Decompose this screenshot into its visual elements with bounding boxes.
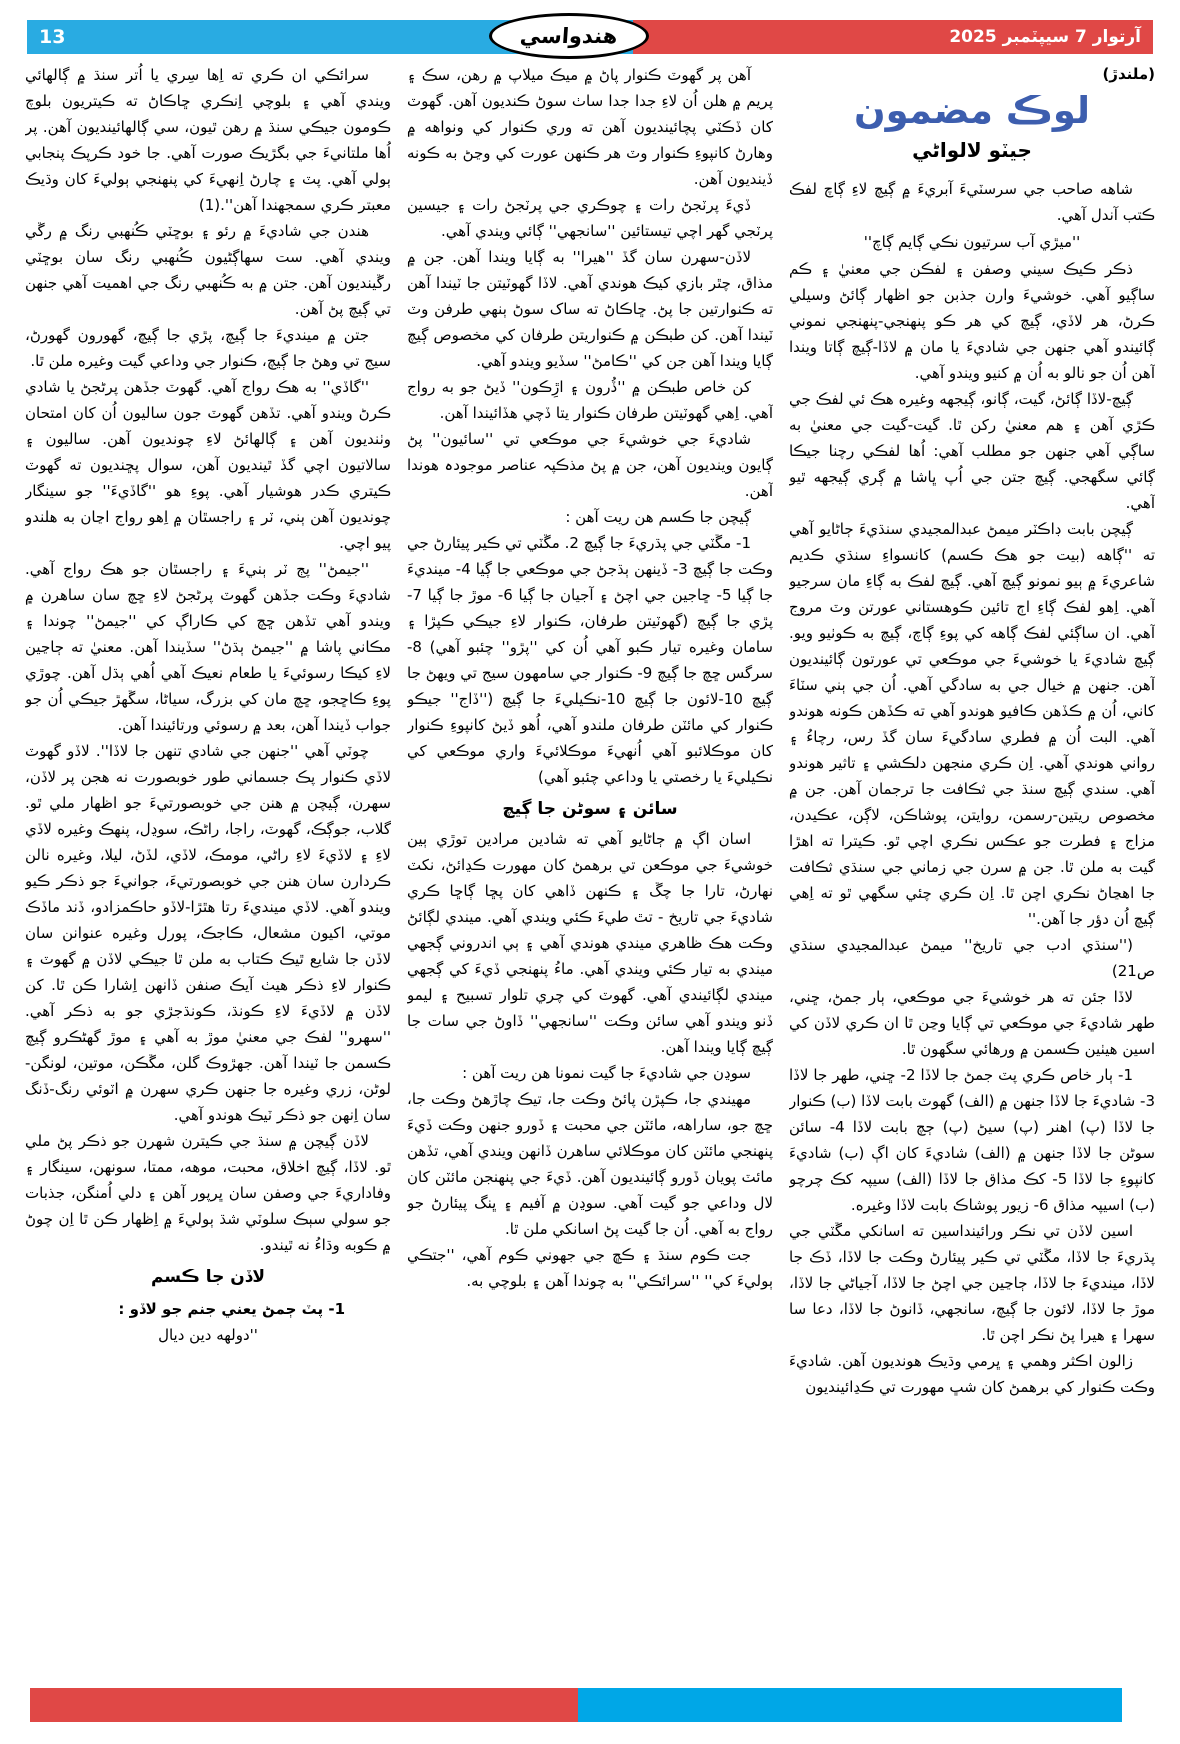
paragraph: جت ڪوم سنڌ ۽ ڪڇ جي جهوني ڪوم آهي، ''جتڪي ٻوليءَ کي'' ''سرائڪي'' به چوندا آهن ۽ بلوچي به. xyxy=(407,1246,773,1290)
paragraph: لاڏا جئن ته هر خوشيءَ جي موڪعي، ٻار جمڻ، ڇني، طهر شاديءَ جي موڪعي تي ڳايا وڃن ٿا ان ڪري لاڏن کي اسين هيٺين ڪسمن ۾ ورهائي سگهون ٿا. xyxy=(789,988,1155,1058)
bold-line: 1- پٽ ڄمڻ يعني جنم جو لاڏو : xyxy=(118,1300,345,1318)
footer-bar-blue-segment xyxy=(578,1688,1122,1722)
paragraph: زالون اڪثر وهمي ۽ ڀرمي وڌيڪ هونديون آهن. شاديءَ وڪت ڪنوار کي برهمڻ کان شڀ مهورت تي ڪڍائينديون xyxy=(789,1352,1155,1396)
footer-bar-red-segment xyxy=(30,1688,578,1722)
masthead-title: هندواسي xyxy=(519,24,619,48)
continued-marker: (ملندڙ) xyxy=(1102,65,1155,83)
column-left xyxy=(25,62,391,1680)
paragraph: لاڏن-سهرن سان گڏ ''هيرا'' به ڳايا ويندا آهن. جن ۾ مذاق، چٿر بازي کيڪ هوندي آهي. لاڏا گهوٽيتن جا ٽيندا آهن ته ڪنوارتين جا پڻ. ڇاڪاڻ ته ساک سوڻ ٻنهي طرفن وٽ ٽيندا آهن. کن طبڪن ۾ ڪنواريتن طرفان کي مخصوص ڳيچ ڳايا ويندا آهن جن کي ''ڪامڻ'' سڏيو ويندو آهي. xyxy=(407,248,773,370)
column-right-body xyxy=(789,176,1155,1400)
subheading: سائن ۽ سوڻن جا ڳيچ xyxy=(502,799,678,819)
paragraph: هندن جي شاديءَ ۾ رئو ۽ بوڇٽي ڪُنهبي رنگ ۾ رڱي ويندي آهي. ست سهاڳڻيون ڪُنهبي رنگ سان بوڇٽي رڱينديون آهن. جتن ۾ به ڪُنهبي رنگ جي اهميت آهي جنهن تي ڳيچ پڻ آهن. xyxy=(25,222,391,318)
paragraph: سوڍن جي شاديءَ جا گيت نمونا هن ريت آهن : xyxy=(462,1064,751,1082)
center-quote: ''ميڙي آب سرتيون نڪي ڳايم ڳاچ'' xyxy=(863,233,1081,251)
page-number: 13 xyxy=(39,26,66,48)
paragraph: 1- مڱٽي جي پڌريءَ جا ڳيچ 2. مڱٽي تي ڪير پيئارڻ جي وڪت جا ڳيچ 3- ڏينهن ٻڌجڻ جي موڪعي جا ڳيا 4- مينديءَ جا ڳيا 5- ڇاجين جي اچڻ ۽ آجيان جا ڳيا 6- موڙ جا ڳيا 7- پڙي جا ڳيچ (گهوٽيتن طرفان، ڪنوار لاءِ جيڪي ڪپڙا ۽ سامان وغيره تيار ڪبو آهي اُن کي ''پڙو'' چئبو آهي) 8- سرگس ڇچ جا ڳيچ 9- ڪنوار جي سامهون سيج تي ويهڻ جا ڳيچ 10-لائون جا ڳيچ 10-نڪيليءَ جا ڳيچ (''ڏاج'' جيڪو ڪنوار کي مائٽن طرفان ملندو آهي، اُهو ڏيڻ کانپوءِ ڪنوار کان موڪلائبو آهي اُنهيءَ موڪلائيءَ واري موڪعي کي نڪيليءَ يا رخصتي يا وداعي چئبو آهي) xyxy=(407,534,773,786)
paragraph: 1- ٻار خاص ڪري پٽ جمڻ جا لاڏا 2- ڇني، طهر جا لاڏا 3- شاديءَ جا لاڏا جنهن ۾ (الف) گهوٽ بابت لاڏا (ب) ڪنوار جا لاڏا (پ) اهنر (پ) سيڻ (پ) ڄچ بابت لاڏا 4- سائن سوڻن جا لاڏا جنهن ۾ (الف) شاديءَ کان اڳ (ب) شاديءَ کانپوءِ جا لاڏا 5- کڪ مذاق جا لاڏا (الف) سيپہ کڪ چرچو (ب) اسيپہ مذاق 6- زيور پوشاڪ بابت لاڏا وغيره. xyxy=(789,1066,1155,1214)
article-author: جيٽو لالواڻي xyxy=(912,138,1032,162)
paragraph: ڏيءَ پرٽجڻ رات ۽ چوڪري جي پرٽجڻ رات ۽ جيسين پرٽجي گهر اچي تيستائين ''سانجهي'' ڳائي ويندي آهي. xyxy=(407,196,773,240)
signature: ''دولهه دين ديال xyxy=(158,1326,258,1344)
paragraph: ڳيچ-لاڏا ڳائڻ، گيت، ڳانو، ڳيجهه وغيره هڪ ئي لفڪ جي ڪڙي آهن ۽ هم معنيٰ رکن ٿا. گيت-گيت جي معنيٰ به ساڳي آهي جنهن جو مطلب آهي: اُها لفڪي رچنا جيڪا ڳائي سگهجي. ڳيچ جتن جي اُپ ڀاشا ۾ ڳري ڳيجهه ٿيو آهي. xyxy=(789,390,1155,512)
paragraph: لاڏن ڳيچن ۾ سنڌ جي ڪيترن شهرن جو ذڪر پڻ ملي ٿو. لاڏا، ڳيچ اخلاق، محبت، موهه، ممتا، سونهن، سينگار ۽ وفاداريءَ جي وصفن سان ڀرپور آهن ۽ دلي اُمنگن، جذبات جو سولي سٻڪ سلوٽي شڌ ٻوليءَ ۾ اِظهار ڪن ٿا اِن چوڻ ۾ ڪوبه وڌاءُ نه ٿيندو. xyxy=(25,1132,391,1254)
paragraph: چوٽي آهي ''جنهن جي شادي تنهن جا لاڏا''. لاڏو گهوٽ لاڏي ڪنوار پڪ جسماني طور خوبصورت نه هجن پر لاڏن، سهرن، ڳيچن ۾ هنن جي خوبصورتيءَ جو اظهار ملي ٿو. گلاب، جوڳڪ، گهوٽ، راجا، راڻڪ، سوڍل، پنهڪ وغيره لاڏي لاءِ ۽ لاڏيءَ لاءِ راڻي، مومڪ، لاڏي، لڏڻ، ليلا، وغيره نالن ڪردارن سان هنن جي خوبصورتيءَ، جوانيءَ جو ذڪر ڪيو ويندو آهي. لاڏي مينديءَ رتا هٿڙا-لاڏو حاڪمزادو، ڏند ماڏڪ موتي، اکيون مشعال، ڪاجڪ، پورل وغيره عنوانن سان لاڏن جا شايع ٿيڪ ڪتاب به ملن ٿا جيڪي لاڏن ۾ گهوٽ ۽ ڪنوار لاءِ ذڪر هيٺ آيڪ صنفن ڏانهن اِشارا ڪن ٿا. کن لاڏن ۾ لاڏيءَ لاءِ ڪونڌ، ڪونڌجڙي جو به ذڪر آهي. ''سهرو'' لفڪ جي معنيٰ موڙ به آهي ۽ موڙ گهڻڪرو ڳيچ ڪسمن جا ٽيندا آهن. جهڙوڪ گلن، مڱڪن، موتين، لونگن-لوڻن، زري وغيره جا جنهن ڪري سهرن ۾ اٽوئي رنگ-ڏنگ سان اِنهن جو ذڪر ٽيڪ هوندو آهي. xyxy=(25,742,391,1124)
paragraph: ذڪر ڪيڪ سيني وصفن ۽ لفڪن جي معنيٰ ۽ ڪم ساڳيو آهي. خوشيءَ وارن جذبن جو اظهار ڳائڻ وسيلي ڪرڻ، هر لاڏي، ڳيچ کي هر ڪو پنهنجي-پنهنجي نموني ڳائيندو آهي جنهن جي شاديءَ يا مان ۾ لاڏا-ڳيچ ڳاتا ويندا آهن اُن جو نالو به اُن ۾ کنيو ويندو آهي. xyxy=(789,260,1155,382)
column-middle-body xyxy=(407,62,773,1294)
paragraph: اسين لاڏن تي نڪر ورائينداسين ته اسانکي مڱٽي جي پڌريءَ جا لاڏا، مڱٽي تي ڪير پيئارڻ وڪت جا لاڏا، ڏڪ جا لاڏا، مينديءَ جا لاڏا، ڄاڃين جي اچڻ جا لاڏا، آجياڻي جا لاڏا، موڙ جا لاڏا، لائون جا ڳيچ، سانجهي، ڏانوڻ جا لاڏا، دعا سا سهرا ۽ هيرا پڻ نڪر اچن ٿا. xyxy=(789,1222,1155,1344)
subheading: لاڏن جا ڪسم xyxy=(150,1267,266,1287)
paragraph: جتن ۾ مينديءَ جا ڳيچ، پڙي جا ڳيچ، گهورون گهورڻ، سيج تي وهڻ جا ڳيچ، ڪنوار جي وداعي گيت وغيره ملن ٿا. xyxy=(25,326,391,370)
paragraph: شاهه صاحب جي سرسٽيءَ آبريءَ ۾ ڳيچ لاءِ ڳاچ لفڪ ڪتب آندل آهي. xyxy=(789,180,1155,224)
paragraph: ڳيچن بابت ڊاڪٽر ميمڻ عبدالمجيدي سنڌيءَ ڄاڻايو آهي ته ''ڳاهه (بيت جو هڪ ڪسم) کانسواءِ سنڌي ڪديم شاعريءَ ۾ ٻيو نمونو ڳيچ آهي. ڳيچ لفڪ به ڳاءِ مان سرجيو آهي. اِهو لفڪ ڳاءِ اڄ تائين ڪوهستاني عورتن وٽ مروج آهي. ان ساڳئي لفڪ ڳاهه کي پوءِ ڳاچ، ڳيچ به ڪوٺيو ويو. ڳيچ شاديءَ يا خوشيءَ جي موڪعي تي عورتون ڳائينديون آهن. جنهن ۾ خيال جي به سادگي آهي. اُن جي ٻني سٽاءَ کاني، اُن ۾ ڪڏهن ڪافيو هوندو آهي ته ڪڏهن ڪونه هوندو آهي. البت اُن ۾ فطري سادگيءَ سان گڏ رس، رچاءُ ۽ رواني هوندي آهي. اِن ڪري منجهن دلڪشي ۽ تاثير هوندو آهي. سندي ڳيچ سنڌ جي ثڪافت جا ترجمان آهن. جن ۾ مخصوص ريتين-رسمن، روايتن، پوشاڪن، لاڳن، عڪيدن، مزاج ۽ فطرت جو عڪس نڪري اچي ٿو. ڪيترا ته اهڙا گيت به ملن ٿا. جن ۾ سرن جي زماني جي سنڌي ثڪافت جا اهڃاڻ نڪري اچن ٿا. اِن ڪري چئي سگهي ٿو ته اِهي ڳيچ اُن دؤر جا آهن.'' xyxy=(789,520,1155,928)
paragraph: سرائڪي ان ڪري ته اِها سِري يا اُتر سنڌ ۾ ڳالهائي ويندي آهي ۽ بلوچي اِنڪري ڇاڪاڻ ته ڪيتريون بلوچ ڪومون جيڪي سنڌ ۾ رهن ٿيون، سي ڳالهائينديون آهن. پر اُها ملتانيءَ جي بگڙيڪ صورت آهي. جا خود ڪرپڪ پنجابي ٻولي آهي. پٽ ۽ چارڻ اِنهيءَ کي پنهنجي ٻوليءَ کان وڌيڪ معبتر ڪري سمجهندا آهن''.(1) xyxy=(25,66,391,214)
paragraph: اسان اڳ ۾ ڄاڻايو آهي ته شادين مرادين توڙي ٻين خوشيءَ جي موڪعن تي برهمڻ کان مهورت ڪڍائڻ، نکٽ نهارڻ، تارا جا چڱ ۽ ڪنهن ڏاهي کان پڇا ڳاڇا ڪري شاديءَ جي تاريخ - تٿ طيءَ ڪئي ويندي آهي. ميندي لڳائڻ وڪت هڪ ظاهري ميندي هوندي آهي ۽ ٻي اندروني ڳجهي ميندي به تيار ڪئي ويندي آهي. ماءُ پنهنجي ڏيءَ کي ڳجهي ميندي لڳائيندي آهي. گهوٽ کي چري تلوار تسبيح ۽ ليمو ڏنو ويندو آهي سائن وڪت ''سانجهي'' ڏاوڻ جي سات جا ڳيچ ڳايا ويندا آهن. xyxy=(407,830,773,1056)
paragraph: آهن پر گهوٽ ڪنوار پاڻ ۾ ميڪ ميلاپ ۾ رهن، سڪ ۽ پريم ۾ هلن اُن لاءِ جدا جدا ساٺ سوڻ ڪنديون آهن. گهوٽ کان ڏڪٽي پچائينديون آهن ته وري ڪنوار کي ونواهه ۾ وهارڻ کانپوءِ ڪنوار وٽ هر ڪنهن عورت کي وڃڻ به ڪونه ڏينديون آهن. xyxy=(407,66,773,188)
footer-bar xyxy=(30,1688,1122,1722)
paragraph: کن خاص طبڪن ۾ ''ڏُرون ۽ اڙِڪون'' ڏيڻ جو به رواج آهي. اِهي گهوٽيتن طرفان ڪنوار يتا ڏچي هڏائيندا آهن. xyxy=(407,378,773,422)
paragraph: ''جيمڻ'' پڄ ٽر ٻنيءَ ۽ راجسٿان جو هڪ رواج آهي. شاديءَ وڪت جڏهن گهوٽ پرڻجڻ لاءِ ڇچ سان ساهرن ۾ ويندو آهي تڏهن ڇچ کي ڪاراڳ کي ''جيمڻ'' چوندا ۽ مڪاني پاشا ۾ ''جيمڻ ٻڌڻ'' سڏيندا آهن. معنيٰ ته ڄاڃين لاءِ کيڪا رسوئيءَ يا طعام نعيڪ آهي اُهي ٻڌل آهن. چوڙي پوءِ ڪاڇجو، ڇچ مان کي بزرگ، سياڻا، سڱهڙ جيڪي اُن جو جواب ڏيندا آهن، بعد ۾ رسوئي ورتائيندا آهن. xyxy=(25,560,391,734)
paragraph: ڳيچن جا ڪسم هن ريت آهن : xyxy=(565,508,751,526)
paragraph: مهيندي جا، ڪپڙن پائڻ وڪت جا، تيڪ چاڙهڻ وڪت جا، ڇچ جو، ساراهه، مائٽن جي محبت ۽ ڏورو جنهن وڪت ڏيءَ پنهنجي مائٽن کان موڪلائي ساهرن ڏانهن ويندي آهي، تڏهن مائٽ پويان ڏورو ڳائينديون آهن. ڏيءَ جي پنهنجن مائٽن کان لال وداعي جو گيت آهي. سوڍن ۾ آفيم ۽ ڀنگ پيئارڻ جو رواج به آهي. اُن جا گيت پڻ اسانکي ملن ٿا. xyxy=(407,1090,773,1238)
paragraph: شاديءَ جي خوشيءَ جي موڪعي تي ''سائيون'' پڻ ڳايون وينديون آهن، جن ۾ پڻ مذڪپہ عناصر موجودہ هوندا آهن. xyxy=(407,430,773,500)
header-bar-red-segment xyxy=(633,20,1153,54)
masthead-oval xyxy=(489,13,649,59)
column-middle xyxy=(407,62,773,1680)
paragraph: ''گاڏي'' به هڪ رواج آهي. گهوٽ جڏهن پرڻجڻ يا شادي ڪرڻ ويندو آهي. تڏهن گهوٽ جون ساليون اُن کان امتحان وٺنديون آهن ۽ ڳالهائڻ لاءِ چونديون آهن. ساليون ۽ سالاتيون اچي گڏ ٿينديون آهن، سوال پڇنديون ته گهوٽ ڪيتري ڪدر هوشيار آهي. پوءِ هو ''گاڏيءَ'' جو سينگار چونديون آهن ٻني، ٽر ۽ راجسٿان ۾ اِهو رواج اڃان به هلندو پيو اچي. xyxy=(25,378,391,552)
date-line: آرتوار 7 سيپٽمبر 2025 xyxy=(949,27,1141,47)
column-left-body xyxy=(25,62,391,1348)
column-right xyxy=(789,62,1155,1680)
paragraph: (''سنڌي ادب جي تاريخ'' ميمڻ عبدالمجيدي سنڌي ص21) xyxy=(789,936,1155,980)
article-columns xyxy=(25,62,1155,1680)
article-title: لوڪ مضمون xyxy=(854,89,1090,132)
